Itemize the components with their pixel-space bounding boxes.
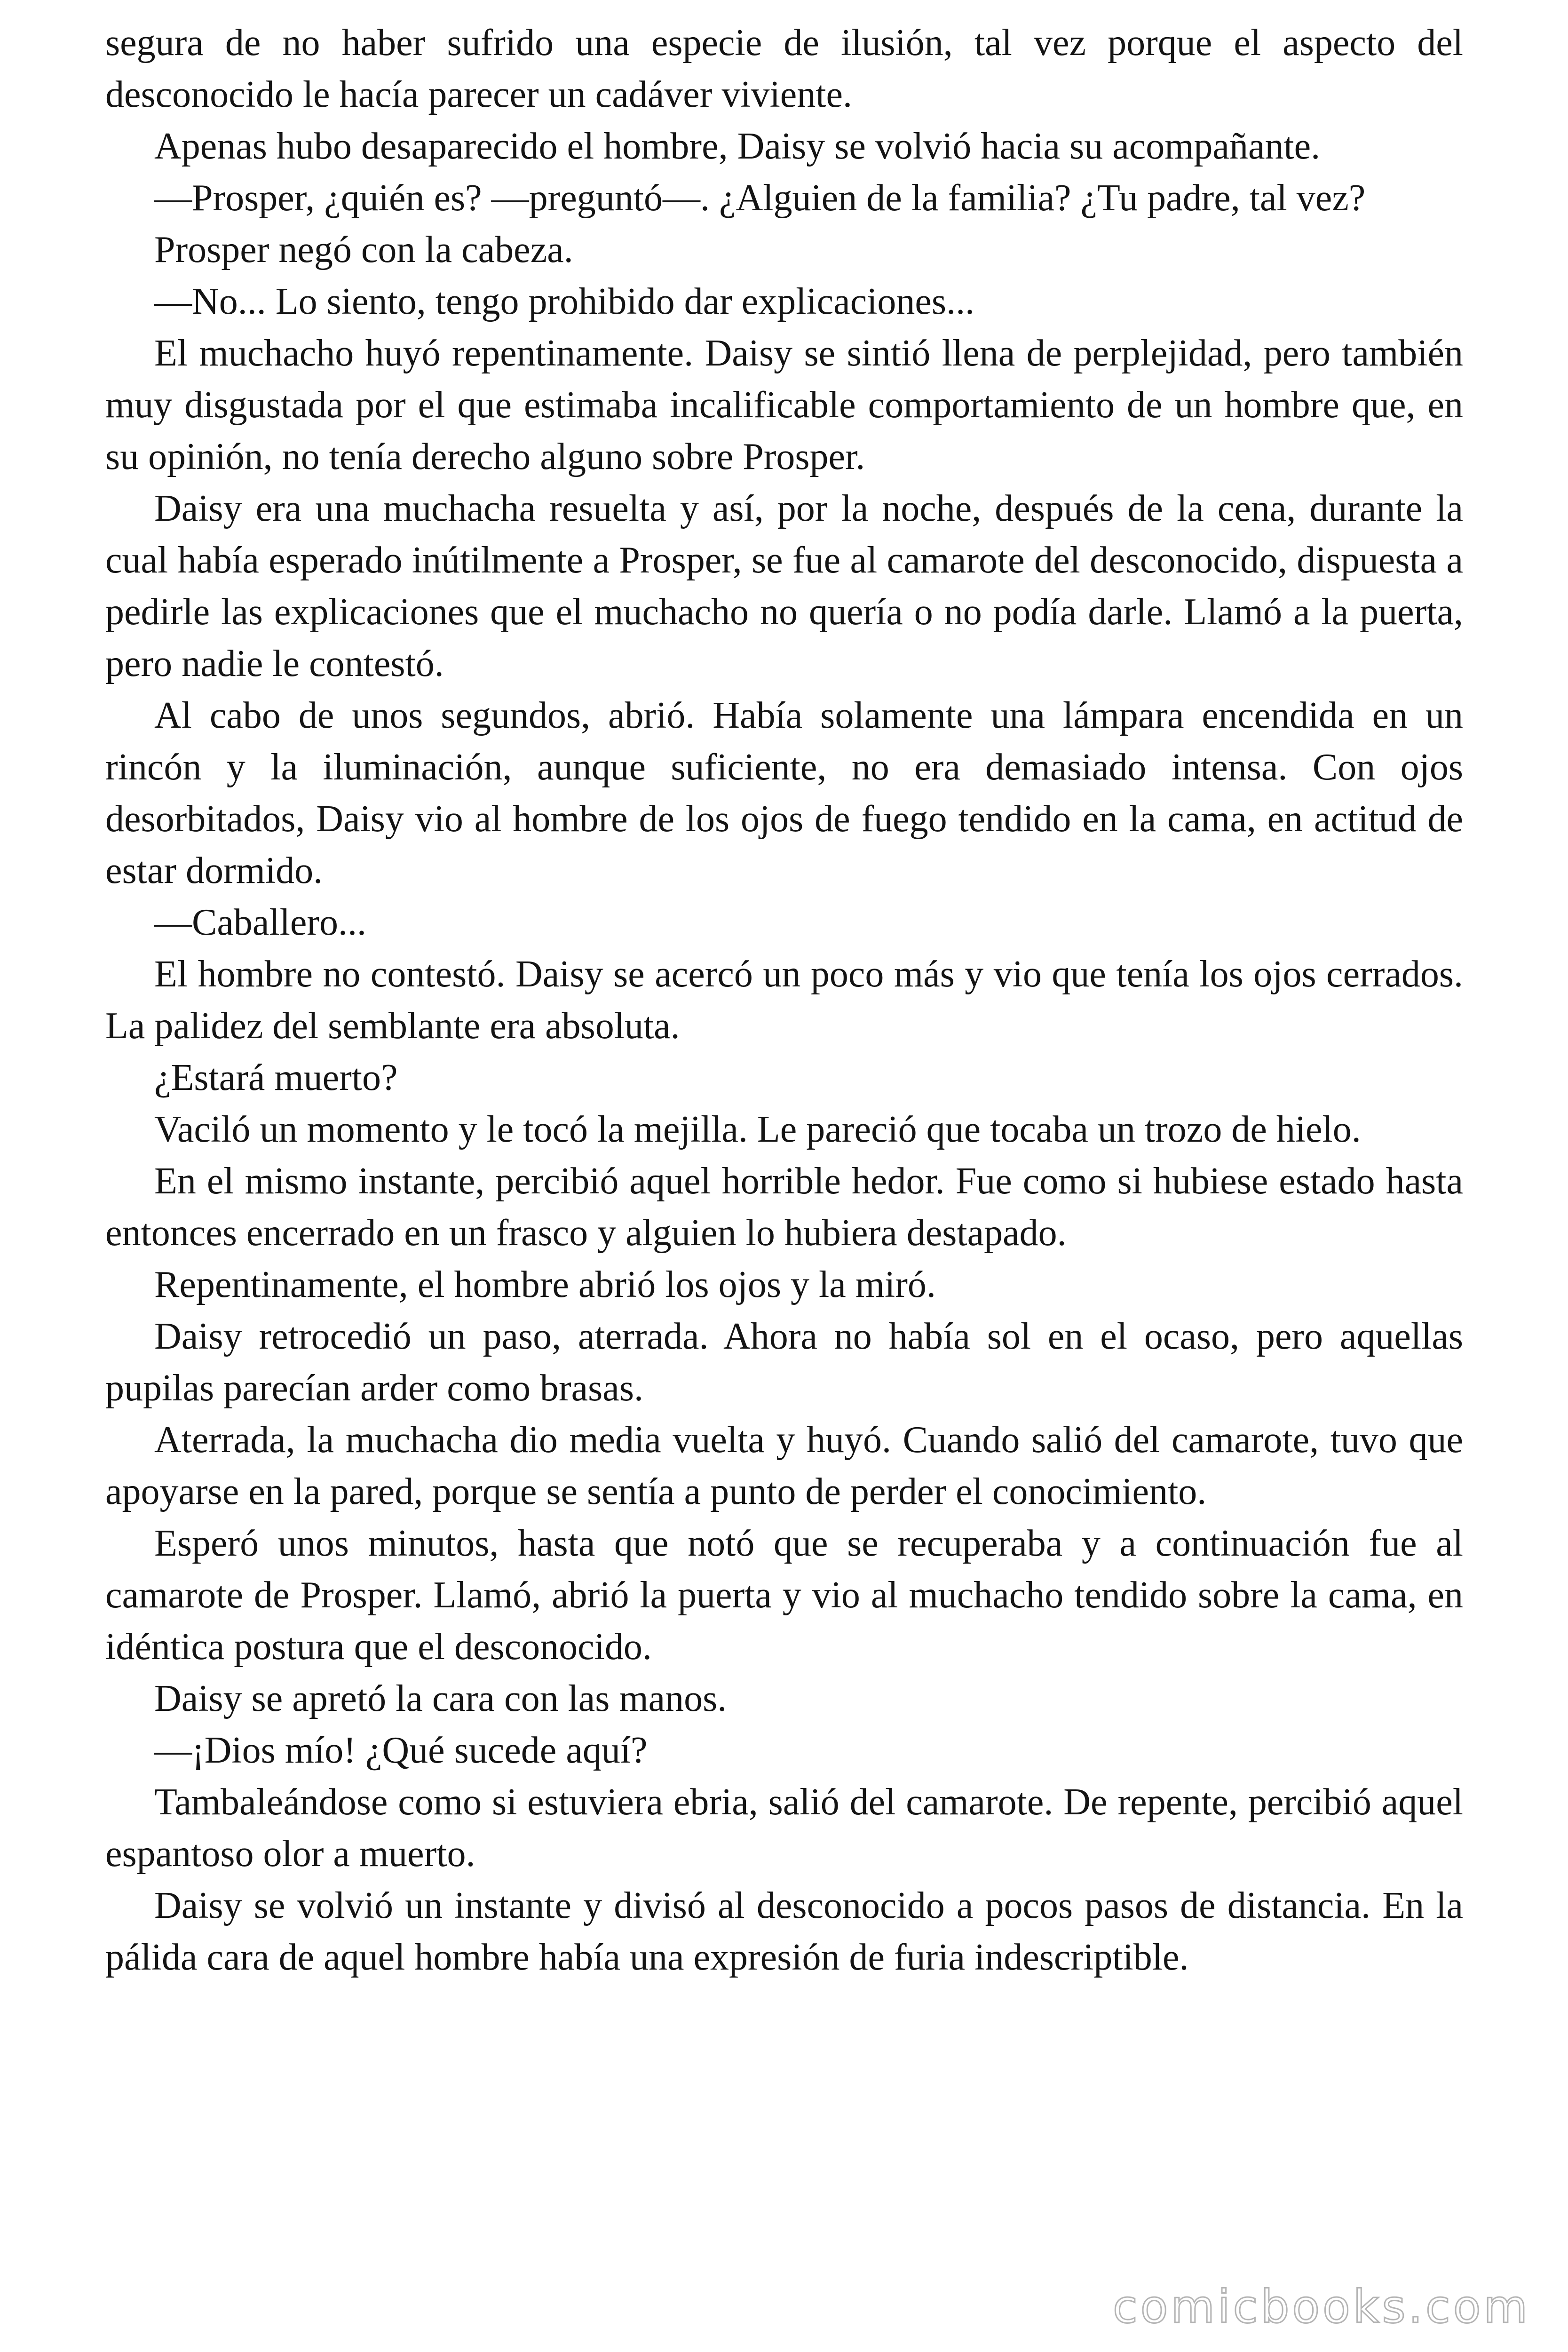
paragraph: En el mismo instante, percibió aquel horrible hedor. Fue como si hubiese estado hasta entonces encerrado en un frasco y alguien lo hubiera destapado.: [105, 1160, 1463, 1254]
paragraph: Repentinamente, el hombre abrió los ojos y la miró.: [154, 1264, 936, 1305]
paragraph: Daisy se volvió un instante y divisó al desconocido a pocos pasos de distancia. En la pálida cara de aquel hombre había una expresión de furia indescriptible.: [105, 1885, 1463, 1978]
paragraph: Tambaleándose como si estuviera ebria, salió del camarote. De repente, percibió aquel espantoso olor a muerto.: [105, 1781, 1463, 1875]
page-body: [105, 17, 1463, 1983]
paragraph: Al cabo de unos segundos, abrió. Había solamente una lámpara encendida en un rincón y la iluminación, aunque suficiente, no era demasiado intensa. Con ojos desorbitados, Daisy vio al hombre de los ojos de fuego tendido en la cama, en actitud de estar dormido.: [105, 695, 1463, 891]
paragraph: —¡Dios mío! ¿Qué sucede aquí?: [154, 1730, 648, 1771]
paragraph: ¿Estará muerto?: [154, 1057, 398, 1098]
paragraph: —Prosper, ¿quién es? —preguntó—. ¿Alguien de la familia? ¿Tu padre, tal vez?: [154, 177, 1366, 219]
paragraph: Daisy retrocedió un paso, aterrada. Ahora no había sol en el ocaso, pero aquellas pupilas parecían arder como brasas.: [105, 1316, 1463, 1409]
paragraph: Daisy se apretó la cara con las manos.: [154, 1678, 727, 1719]
paragraph: segura de no haber sufrido una especie de ilusión, tal vez porque el aspecto del desconocido le hacía parecer un cadáver viviente.: [105, 22, 1463, 115]
paragraph: Aterrada, la muchacha dio media vuelta y huyó. Cuando salió del camarote, tuvo que apoyarse en la pared, porque se sentía a punto de perder el conocimiento.: [105, 1419, 1463, 1512]
watermark: comicbooks.com: [1112, 2280, 1530, 2333]
paragraph: Prosper negó con la cabeza.: [154, 229, 573, 270]
paragraph: —No... Lo siento, tengo prohibido dar explicaciones...: [154, 281, 975, 322]
paragraph: —Caballero...: [154, 902, 366, 943]
paragraph: Esperó unos minutos, hasta que notó que se recuperaba y a continuación fue al camarote de Prosper. Llamó, abrió la puerta y vio al muchacho tendido sobre la cama, en idéntica postura que el desconocido.: [105, 1523, 1463, 1668]
paragraph: El hombre no contestó. Daisy se acercó un poco más y vio que tenía los ojos cerrados. La palidez del semblante era absoluta.: [105, 954, 1463, 1047]
paragraph: Vaciló un momento y le tocó la mejilla. Le pareció que tocaba un trozo de hielo.: [154, 1109, 1361, 1150]
paragraph: El muchacho huyó repentinamente. Daisy se sintió llena de perplejidad, pero también muy disgustada por el que estimaba incalificable comportamiento de un hombre que, en su opinión, no tenía derecho alguno sobre Prosper.: [105, 333, 1463, 477]
paragraph: Daisy era una muchacha resuelta y así, por la noche, después de la cena, durante la cual había esperado inútilmente a Prosper, se fue al camarote del desconocido, dispuesta a pedirle las explicaciones que el muchacho no quería o no podía darle. Llamó a la puerta, pero nadie le contestó.: [105, 488, 1463, 684]
paragraph: Apenas hubo desaparecido el hombre, Daisy se volvió hacia su acompañante.: [154, 126, 1321, 167]
